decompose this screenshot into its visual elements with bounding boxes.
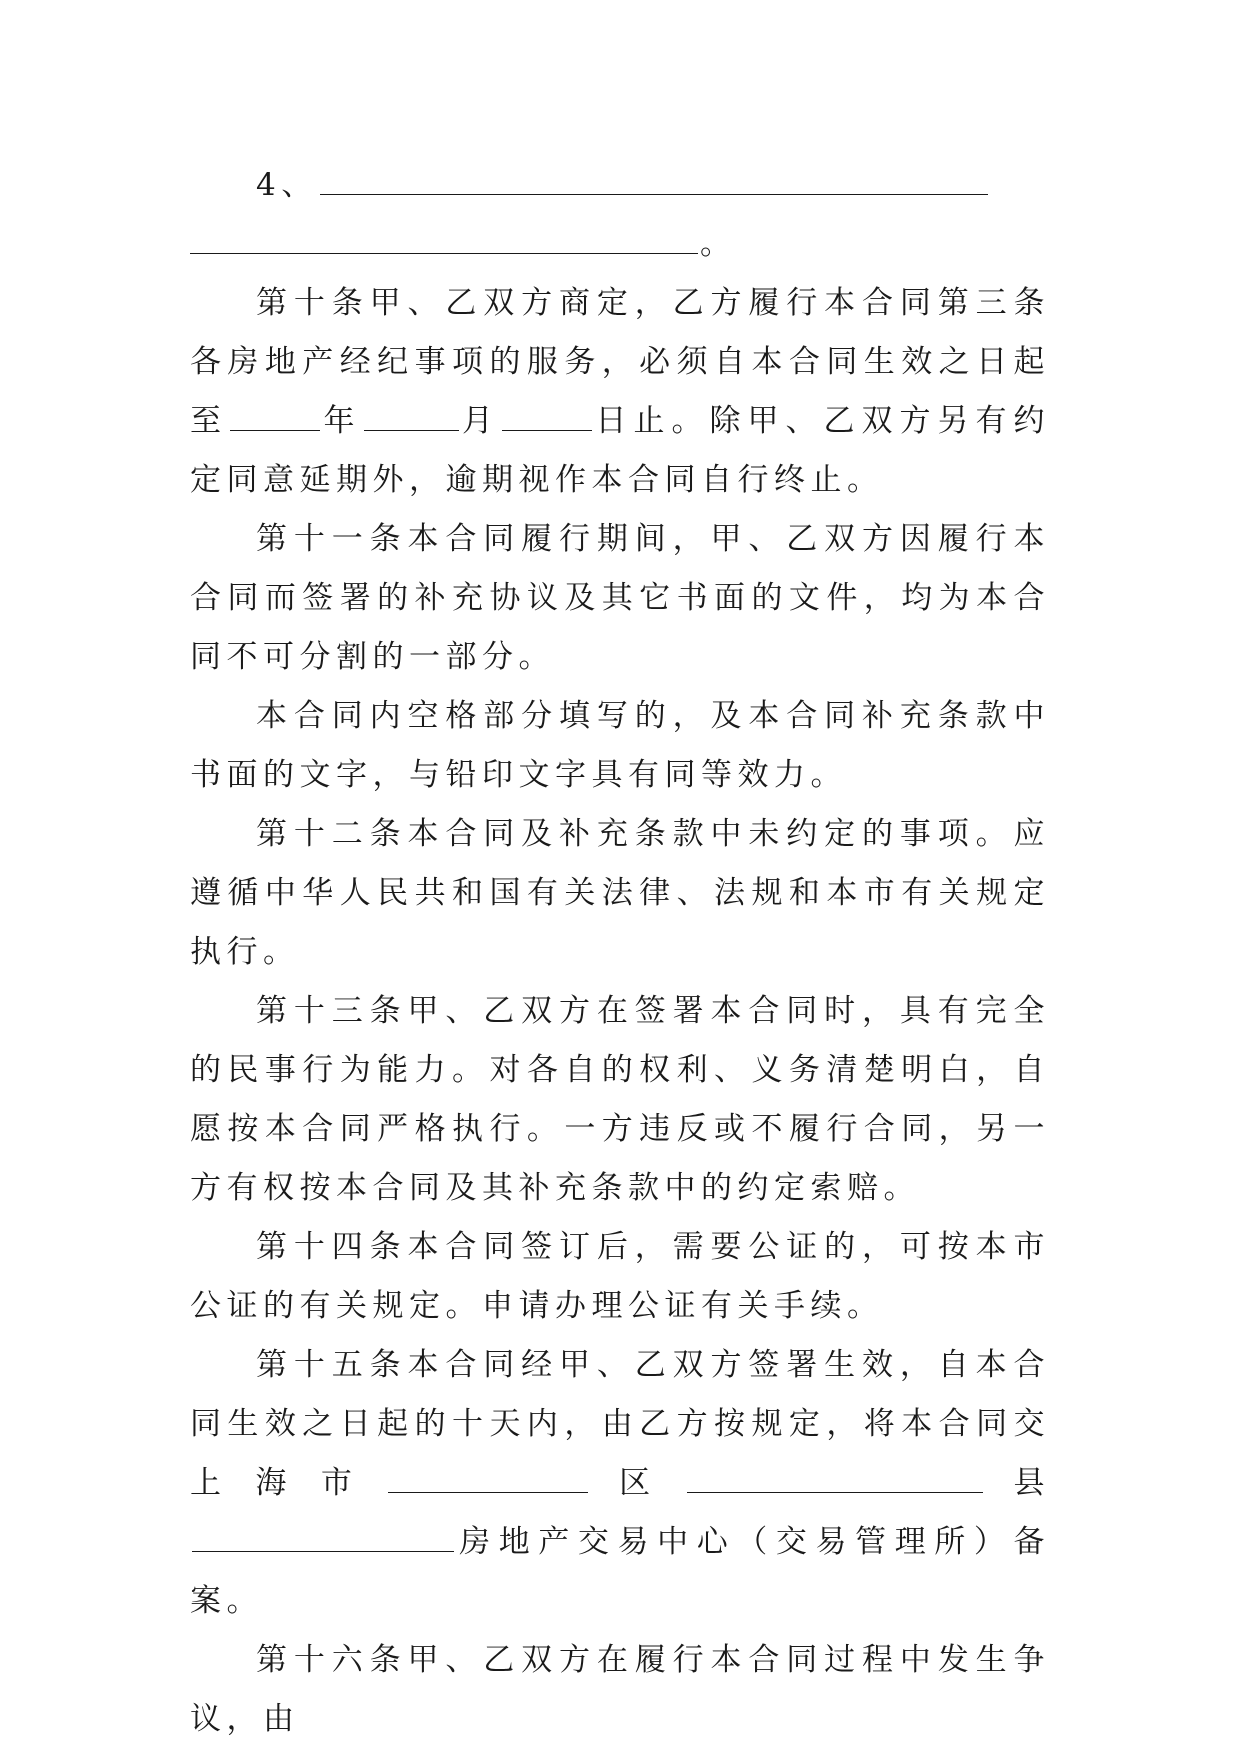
contract-body	[190, 156, 1050, 1749]
county-label: 县	[984, 1465, 1051, 1501]
article-10	[190, 274, 1050, 510]
item-4-blank-line-2	[190, 222, 698, 254]
item-4-blank-line-1	[320, 163, 988, 195]
month-blank	[364, 399, 459, 431]
city-blank	[388, 1461, 588, 1493]
article-14: 第十四条本合同签订后，需要公证的，可按本市公证的有关规定。申请办理公证有关手续。	[190, 1229, 1050, 1324]
item-4-label: 4、	[256, 167, 318, 203]
year-blank	[230, 399, 320, 431]
article-10-text-2: 日止。除甲、乙双方另有约定同意延期外，逾期视作本合同自行终止。	[190, 403, 1050, 498]
article-13: 第十三条甲、乙双方在签署本合同时，具有完全的民事行为能力。对各自的权利、义务清楚明白，自愿按本合同严格执行。一方违反或不履行合同，另一方有权按本合同及其补充条款中的约定索赔。	[190, 993, 1050, 1206]
item-4-end: 。	[700, 226, 737, 262]
article-11-blank-fill-clause: 本合同内空格部分填写的，及本合同补充条款中书面的文字，与铅印文字具有同等效力。	[190, 698, 1050, 793]
district-blank	[687, 1461, 983, 1493]
article-15-text-1: 第十五条本合同经甲、乙双方签署生效，自本合同生效之日起的十天内，由乙方按规定，将本合同交上海市	[190, 1347, 1050, 1501]
article-16: 第十六条甲、乙双方在履行本合同过程中发生争议，由	[190, 1642, 1050, 1737]
item-4	[190, 156, 1050, 274]
year-label: 年	[322, 403, 362, 439]
article-15-text-2: 房地产交易中心（交易管理所）备案。	[190, 1524, 1050, 1619]
article-10-text-1: 第十条甲、乙双方商定，乙方履行本合同第三条各房地产经纪事项的服务，必须自本合同生效之日起至	[190, 285, 1050, 439]
county-blank	[192, 1520, 454, 1552]
month-label: 月	[460, 403, 500, 439]
district-label: 区	[590, 1465, 685, 1501]
day-blank	[502, 399, 592, 431]
article-12: 第十二条本合同及补充条款中未约定的事项。应遵循中华人民共和国有关法律、法规和本市有关规定执行。	[190, 816, 1050, 970]
article-15	[190, 1336, 1050, 1631]
article-11: 第十一条本合同履行期间，甲、乙双方因履行本合同而签署的补充协议及其它书面的文件，均为本合同不可分割的一部分。	[190, 521, 1050, 675]
